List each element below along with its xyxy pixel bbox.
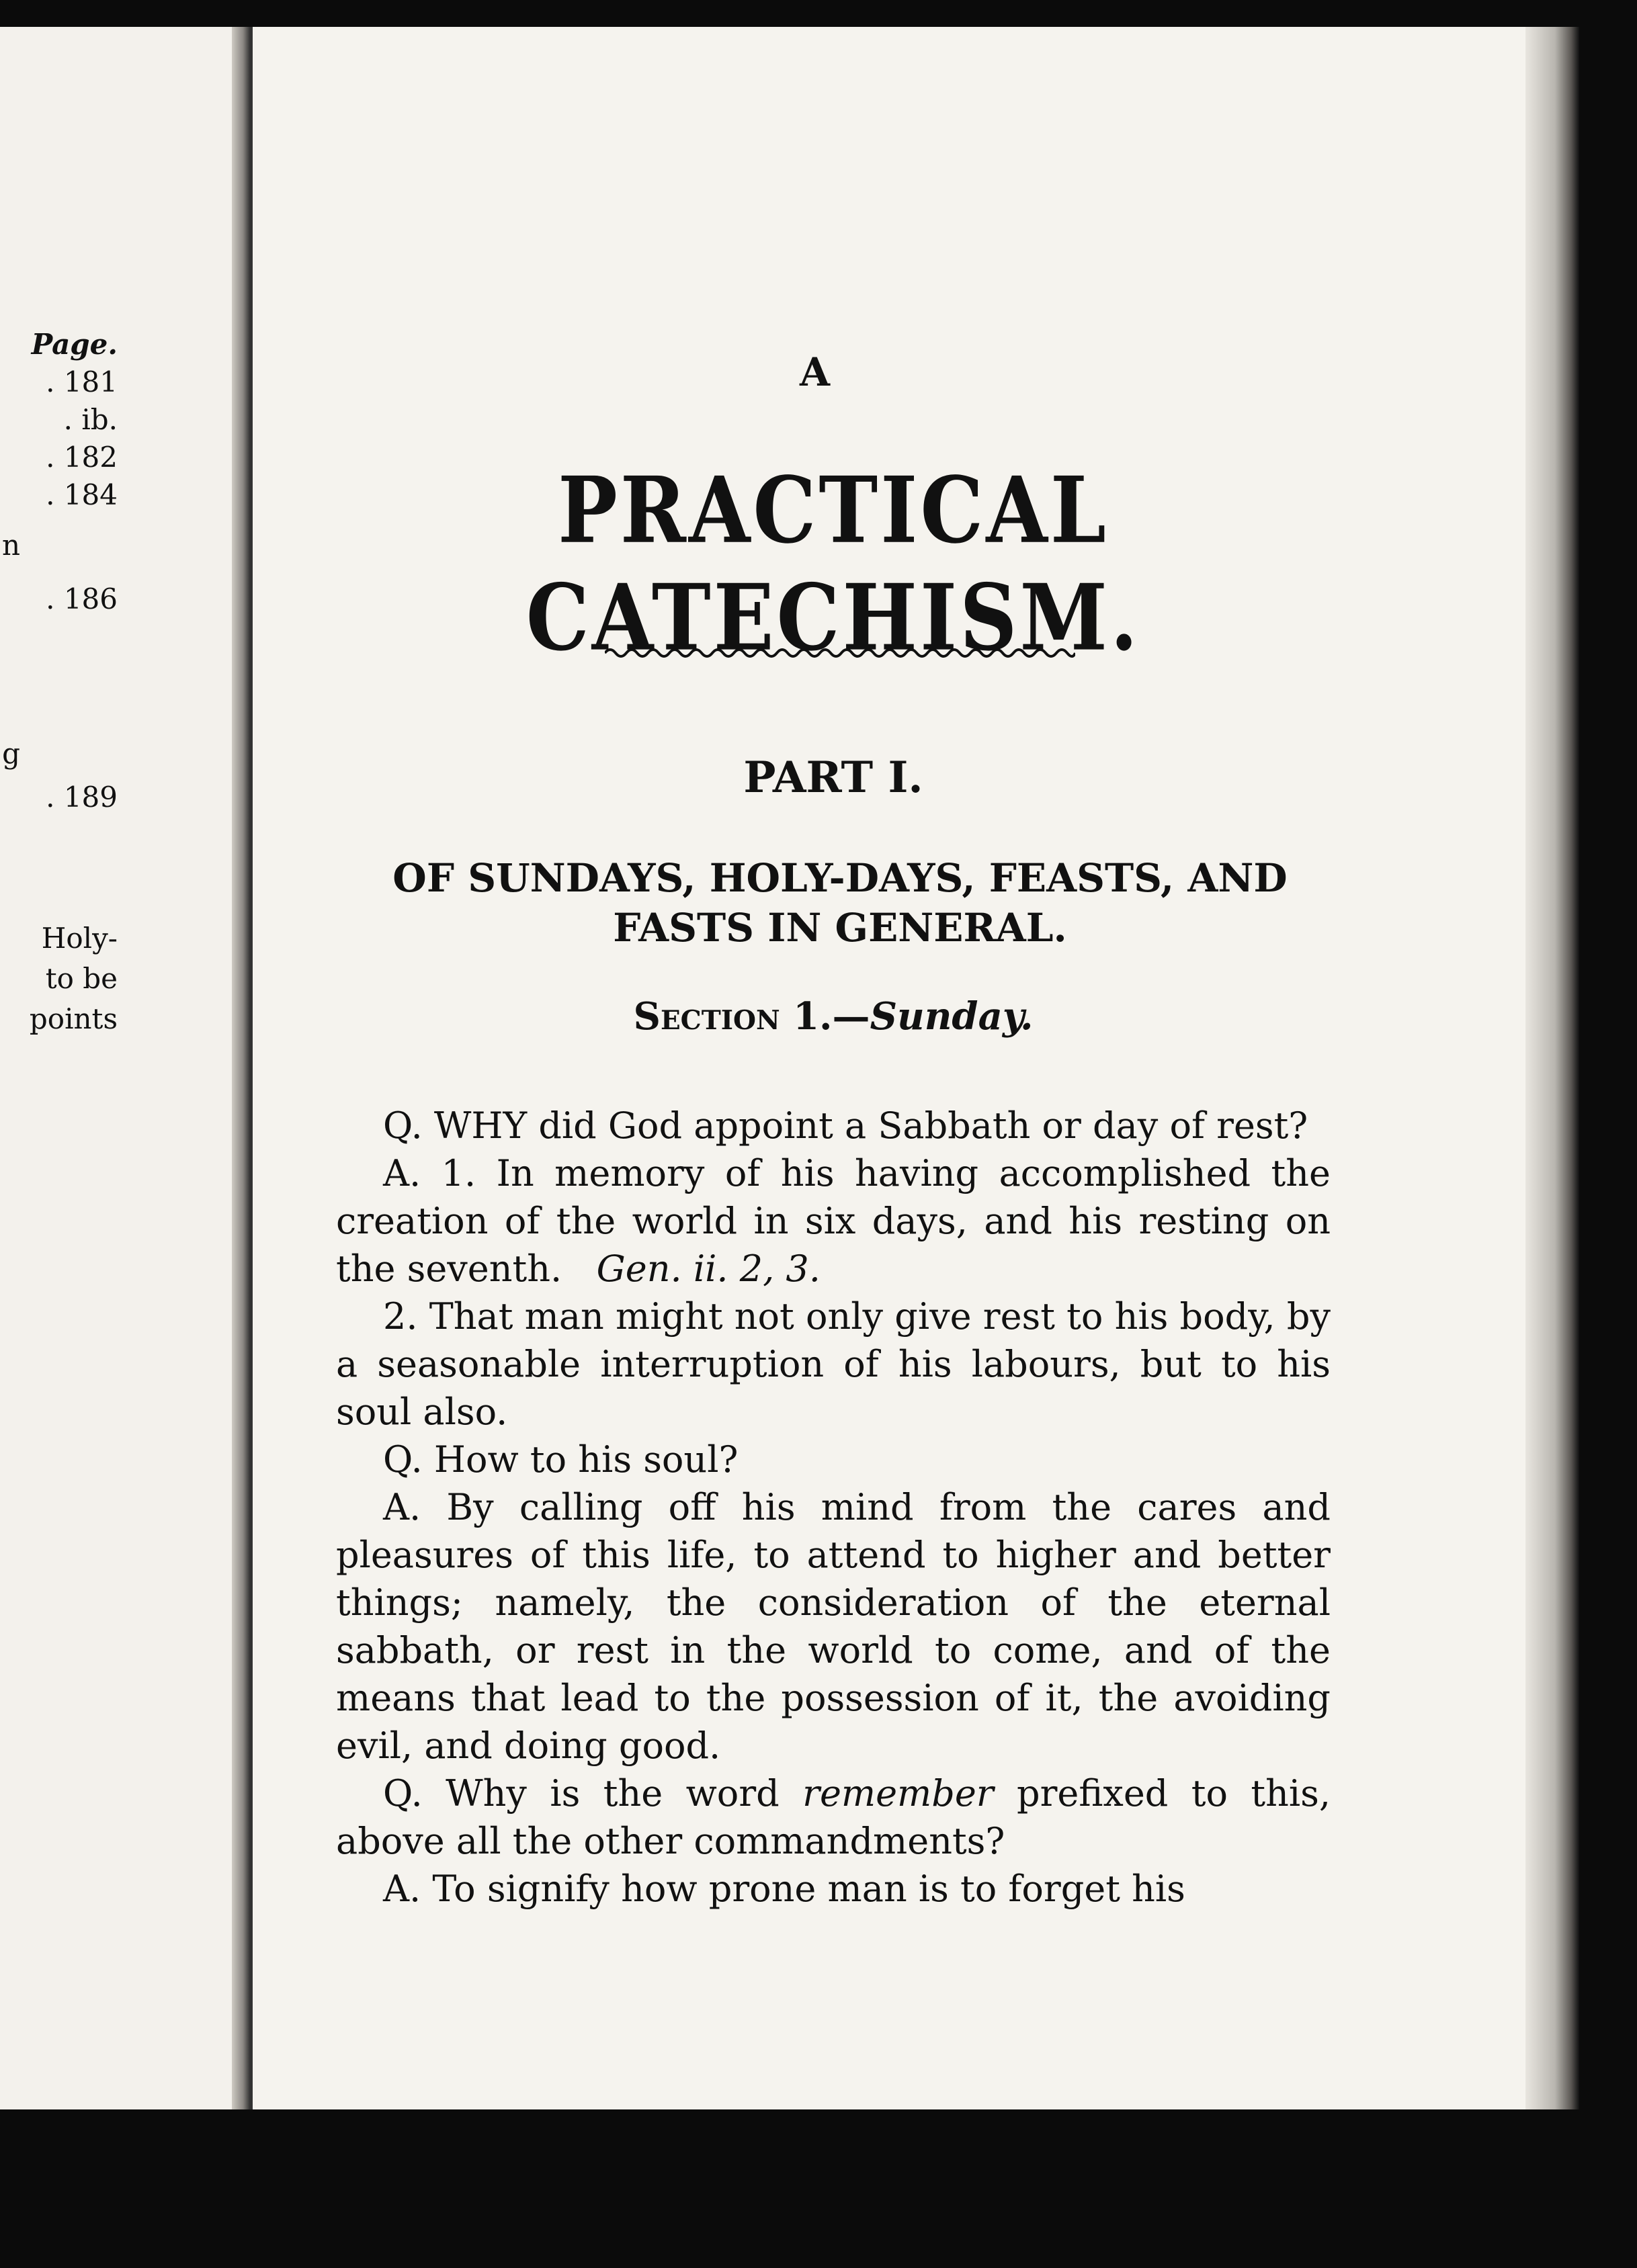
page-edge-shadow xyxy=(1525,27,1579,2109)
answer: A. To signify how prone man is to forget his xyxy=(383,1868,1185,1910)
section-heading xyxy=(336,994,1331,1039)
emphasized-word: remember xyxy=(802,1772,994,1815)
toc-page: . 186 xyxy=(46,582,118,615)
page-title: PRACTICAL CATECHISM. xyxy=(526,456,1141,671)
question xyxy=(336,1770,1331,1865)
toc-page: . ib. xyxy=(63,403,118,436)
answer: A. By calling off his mind from the cares and pleasures of this life, to attend to higher and better things; namely, the consideration of the eternal sabbath, or rest in the world to come, and of the means that lead to the possession of it, the avoiding evil, and doing good. xyxy=(336,1486,1331,1767)
toc-page: . 184 xyxy=(46,478,118,511)
page-border xyxy=(250,27,253,2109)
toc-page: . 182 xyxy=(46,441,118,474)
question: Q. How to his soul? xyxy=(383,1438,739,1481)
question-text: prefixed to this, above all the other commandments? xyxy=(336,1772,1331,1862)
question-text: Q. Why is the word xyxy=(383,1772,803,1815)
chapter-heading-line: OF SUNDAYS, HOLY-DAYS, FEASTS, AND xyxy=(392,855,1288,901)
scripture-reference: Gen. ii. 2, 3. xyxy=(596,1248,821,1290)
toc-letter: n xyxy=(1,529,20,562)
text-fragment: Holy- xyxy=(41,922,118,955)
chapter-heading-line: FASTS IN GENERAL. xyxy=(613,905,1067,951)
text-fragment: to be xyxy=(45,962,118,995)
section-label: Section 1.— xyxy=(633,994,870,1039)
answer xyxy=(336,1149,1331,1293)
toc-heading: Page. xyxy=(31,328,118,361)
book-gutter xyxy=(232,27,251,2109)
toc-page: . 189 xyxy=(46,781,118,814)
chapter-heading xyxy=(349,853,1331,953)
text-fragment: points xyxy=(29,1002,118,1035)
title-article: A xyxy=(800,349,831,395)
table-of-contents-fragment xyxy=(0,326,118,514)
left-page xyxy=(0,27,242,2109)
toc-page: . 181 xyxy=(46,365,118,398)
catechism-text xyxy=(336,1102,1331,1913)
ornamental-rule xyxy=(605,645,1075,661)
section-title: Sunday. xyxy=(870,994,1034,1039)
answer: 2. That man might not only give rest to his body, by a seasonable interruption of his labours, but to his soul also. xyxy=(336,1295,1331,1433)
answer-text: A. 1. In memory of his having accomplished the creation of the world in six days, and his resting on the seventh. xyxy=(336,1152,1331,1290)
question: Q. WHY did God appoint a Sabbath or day of rest? xyxy=(383,1104,1308,1147)
part-heading: PART I. xyxy=(743,752,923,803)
toc-letter: g xyxy=(2,737,20,770)
